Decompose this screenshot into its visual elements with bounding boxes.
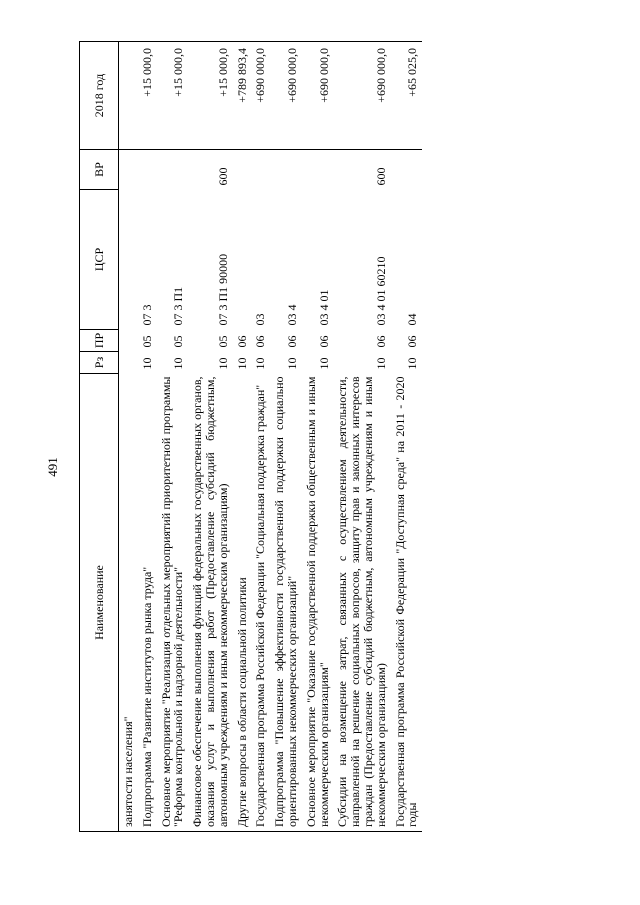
row-sum: +65 025,0 xyxy=(391,42,423,150)
header-csr: ЦСР xyxy=(80,190,119,330)
row-csr: 07 3 П1 xyxy=(171,286,186,326)
row-name: Субсидии на возмещение затрат, связанных с осуществлением деятельности, направленной на решение социальных вопросов, защиту прав и законных интересов граждан (Предоставление субсидий бюджетным, автономным учреждениям и иным некоммерческим организациям) xyxy=(333,374,390,832)
row-pr: 06 xyxy=(316,335,331,348)
row-sum: +690 000,0 xyxy=(270,42,302,150)
row-vr xyxy=(391,150,423,190)
table-header-row xyxy=(80,42,119,832)
row-pr: 06 xyxy=(234,335,249,348)
header-year: 2018 год xyxy=(80,42,119,150)
row-rz: 10 xyxy=(215,357,230,370)
row-rz: 10 xyxy=(253,357,268,370)
row-csr: 03 4 xyxy=(284,304,299,326)
row-csr: 03 xyxy=(253,313,268,326)
table-row xyxy=(138,42,157,832)
table-row xyxy=(188,42,232,832)
row-vr: 600 xyxy=(333,150,390,190)
row-name: Другие вопросы в области социальной политики xyxy=(233,374,252,832)
row-pr: 06 xyxy=(405,335,420,348)
row-name: Основное мероприятие "Оказание государственной поддержки общественным и иным некоммерческим организациям" xyxy=(302,374,334,832)
page-number: 491 xyxy=(45,457,60,477)
row-rz: 10 xyxy=(284,357,299,370)
row-pr: 06 xyxy=(284,335,299,348)
table-row xyxy=(333,42,390,832)
row-pr: 06 xyxy=(373,335,388,348)
row-name: Подпрограмма "Повышение эффективности государственной поддержки социально ориентированных некоммерческих организаций" xyxy=(270,374,302,832)
row-name: занятости населения" xyxy=(119,374,138,832)
row-csr: 04 xyxy=(405,313,420,326)
row-name: Государственная программа Российской Федерации "Доступная среда" на 2011 - 2020 годы xyxy=(391,374,423,832)
row-pr: 05 xyxy=(171,335,186,348)
header-name: Наименование xyxy=(80,374,119,832)
table-row xyxy=(233,42,252,832)
row-pr: 05 xyxy=(215,335,230,348)
rotated-page-content xyxy=(79,42,586,832)
row-name: Подпрограмма "Развитие институтов рынка труда" xyxy=(138,374,157,832)
row-rz xyxy=(119,352,138,374)
row-vr xyxy=(138,150,157,190)
row-rz: 10 xyxy=(234,357,249,370)
row-sum: +15 000,0 xyxy=(188,42,232,150)
row-csr: 07 3 xyxy=(139,304,154,326)
header-rz: Рз xyxy=(80,352,119,374)
header-vr: ВР xyxy=(80,150,119,190)
row-vr xyxy=(270,150,302,190)
row-rz: 10 xyxy=(405,357,420,370)
row-csr: 03 4 01 60210 xyxy=(373,256,388,326)
row-sum: +789 893,4 xyxy=(233,42,252,150)
table-row xyxy=(270,42,302,832)
budget-table xyxy=(79,41,422,832)
row-vr xyxy=(233,150,252,190)
row-rz: 10 xyxy=(373,357,388,370)
header-pr: ПР xyxy=(80,330,119,352)
row-pr: 05 xyxy=(139,335,154,348)
row-name: Государственная программа Российской Федерации "Социальная поддержка граждан" xyxy=(251,374,270,832)
table-row xyxy=(251,42,270,832)
row-csr xyxy=(119,190,138,330)
table-row xyxy=(302,42,334,832)
row-csr: 07 3 П1 90000 xyxy=(215,253,230,326)
row-vr xyxy=(119,150,138,190)
row-sum: +15 000,0 xyxy=(157,42,189,150)
row-sum: +15 000,0 xyxy=(138,42,157,150)
table-row xyxy=(391,42,423,832)
row-rz: 10 xyxy=(171,357,186,370)
row-sum: +690 000,0 xyxy=(251,42,270,150)
row-csr: 03 4 01 xyxy=(316,289,331,326)
table-row xyxy=(119,42,138,832)
row-vr: 600 xyxy=(188,150,232,190)
row-sum: +690 000,0 xyxy=(333,42,390,150)
row-rz: 10 xyxy=(316,357,331,370)
table-row xyxy=(157,42,189,832)
row-pr: 06 xyxy=(253,335,268,348)
row-rz: 10 xyxy=(139,357,154,370)
row-pr xyxy=(119,330,138,352)
row-sum xyxy=(119,42,138,150)
row-vr xyxy=(251,150,270,190)
row-vr xyxy=(302,150,334,190)
row-name: Финансовое обеспечение выполнения функций федеральных государственных органов, оказания услуг и выполнения работ (Предоставление субсидий бюджетным, автономным учреждениям и иным некоммерческим организациям) xyxy=(188,374,232,832)
row-csr xyxy=(233,190,252,330)
row-name: Основное мероприятие "Реализация отдельных мероприятий приоритетной программы "Реформа контрольной и надзорной деятельности" xyxy=(157,374,189,832)
row-sum: +690 000,0 xyxy=(302,42,334,150)
row-vr xyxy=(157,150,189,190)
